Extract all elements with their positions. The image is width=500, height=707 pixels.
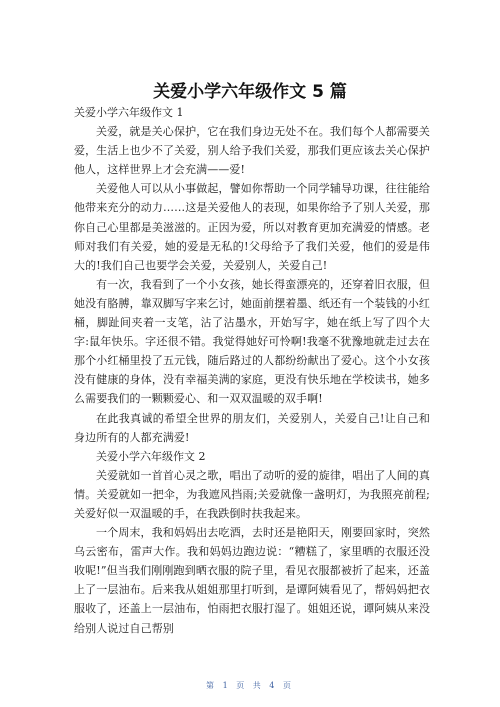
paragraph: 在此我真诚的希望全世界的朋友们，关爱别人，关爱自己!让自己和身边所有的人都充满爱! — [74, 411, 430, 444]
paragraph: 关爱，就是关心保护，它在我们身边无处不在。我们每个人都需要关爱，生活上也少不了关爱，别人给予我们关爱，那我们更应该去关心保护他人，这样世界上才会充满——爱! — [74, 125, 430, 177]
document-body — [74, 103, 430, 638]
section-heading: 关爱小学六年级作文 2 — [96, 449, 206, 463]
paragraph: 关爱就如一首首心灵之歌，唱出了动听的爱的旋律，唱出了人间的真情。关爱就如一把伞，为我遮风挡雨;关爱就像一盏明灯，为我照亮前程;关爱好似一双温暖的手，在我跌倒时扶我起来。 — [74, 468, 430, 520]
paragraph: 关爱他人可以从小事做起，譬如你帮助一个同学辅导功课，往往能给他带来充分的动力……这是关爱他人的表现，如果你给予了别人关爱，那你自己心里都是美滋滋的。正因为爱，所以对教育更加充满爱的情感。老师对我们有关爱，她的爱是无私的!父母给予了我们关爱，他们的爱是伟大的!我们自己也要学会关爱，关爱别人，关爱自己! — [74, 182, 430, 272]
page-footer: 第 1 页 共 4 页 — [206, 681, 294, 690]
paragraph: 有一次，我看到了一个小女孩，她长得蛮漂亮的，还穿着旧衣服，但她没有胳膊，靠双脚写字来乞讨，她面前摆着墨、纸还有一个装钱的小红桶，脚趾间夹着一支笔，沾了沾墨水，开始写字，她在纸上写了四个大字:鼠年快乐。字还很不错。我觉得她好可怜啊!我毫不犹豫地就走过去在那个小红桶里投了五元钱，随后路过的人都纷纷献出了爱心。这个小女孩没有健康的身体，没有幸福美满的家庭，更没有快乐地在学校读书，她多么需要我们的一颗颗爱心、和一双双温暖的双手啊! — [74, 277, 430, 406]
document-title: 关爱小学六年级作文 5 篇 — [153, 82, 347, 102]
section-heading: 关爱小学六年级作文 1 — [74, 106, 184, 119]
paragraph: 一个周末，我和妈妈出去吃酒，去时还是艳阳天，刚要回家时，突然乌云密布，雷声大作。我和妈妈边跑边说：“糟糕了，家里晒的衣服还没收呢!”但当我们刚刚跑到晒衣服的院子里，看见衣服都被折了起来，还盖上了一层油布。后来我从姐姐那里打听到，是谭阿姨看见了，帮妈妈把衣服收了，还盖上一层油布，怕雨把衣服打湿了。姐姐还说，谭阿姨从来没给别人说过自己帮别 — [74, 526, 430, 635]
